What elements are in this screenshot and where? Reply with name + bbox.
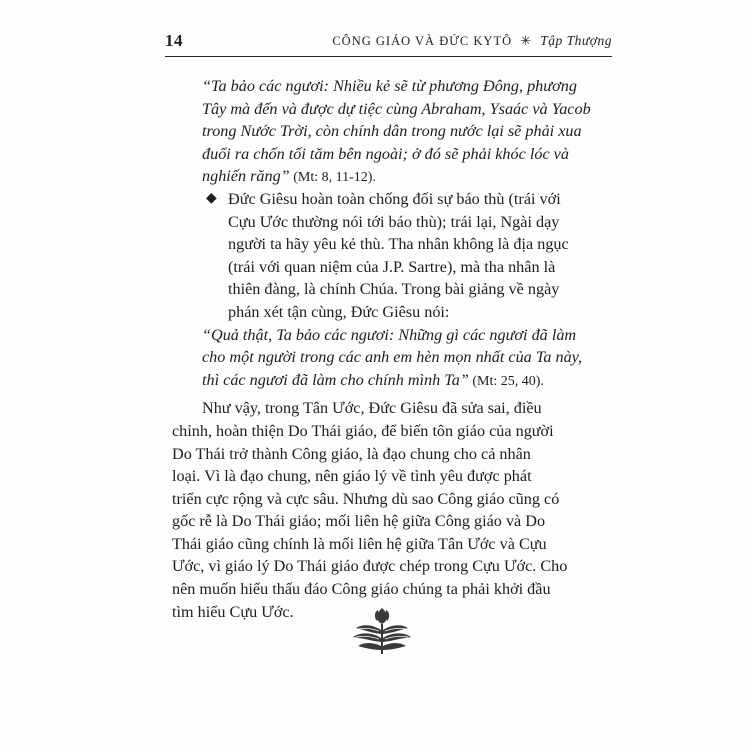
citation: (Mt: 25, 40). [468, 373, 544, 389]
citation: (Mt: 8, 11-12). [289, 170, 376, 186]
paragraph-line: Thái giáo cũng chính là mối liên hệ giữa Tân Ước và Cựu [172, 534, 547, 553]
bullet-text: Đức Giêsu hoàn toàn chống đối sự báo thù (trái với [228, 189, 561, 208]
page-number: 14 [165, 31, 183, 50]
paragraph-line: Ước, vì giáo lý Do Thái giáo được chép trong Cựu Ước. Cho [172, 557, 568, 576]
bullet-text: Cựu Ước thường nói tới báo thù); trái lại, Ngài dạy [228, 212, 560, 231]
paragraph-line: chỉnh, hoàn thiện Do Thái giáo, để biến tôn giáo của người [172, 421, 554, 440]
paragraph-line: loại. Vì là đạo chung, nên giáo lý về tình yêu được phát [172, 467, 532, 486]
bullet-text: thiên đàng, là chính Chúa. Trong bài giảng về ngày [228, 280, 560, 299]
quote-line: “Ta bảo các ngươi: Nhiều kẻ sẽ từ phương Đông, phương [202, 77, 577, 95]
paragraph-line: nên muốn hiểu thấu đáo Công giáo chúng ta phải khởi đầu [172, 580, 551, 599]
paragraph-line: Như vậy, trong Tân Ước, Đức Giêsu đã sửa sai, điều [202, 399, 542, 418]
quote-line: thì các ngươi đã làm cho chính mình Ta” [202, 370, 469, 389]
bullet-text: người ta hãy yêu kẻ thù. Tha nhân không là địa ngục [228, 235, 569, 254]
diamond-bullet-icon: ◆ [206, 190, 217, 206]
bullet-text: phán xét tận cùng, Đức Giêsu nói: [228, 302, 450, 321]
running-head [332, 33, 612, 49]
quote-line: trong Nước Trời, còn chính dân trong nước lại sẽ phải xua [202, 122, 582, 141]
scripture-quote-1 [172, 75, 614, 188]
paragraph-line: gốc rễ là Do Thái giáo; mối liên hệ giữa Công giáo và Do [172, 512, 546, 531]
bullet-item [172, 188, 614, 324]
quote-line-last [202, 369, 614, 392]
quote-line: Tây mà đến và được dự tiệc cùng Abraham, Ysaác và Yacob [202, 99, 591, 118]
paragraph-line: tìm hiểu Cựu Ước. [172, 602, 294, 621]
quote-line: “Quả thật, Ta bảo các ngươi: Những gì các ngươi đã làm [202, 325, 577, 344]
header-rule [165, 56, 612, 57]
quote-line: nghiến răng” [202, 167, 290, 186]
leaf-ornament-icon [350, 600, 414, 656]
bullet-line [202, 188, 614, 211]
quote-line: cho một người trong các anh em hèn mọn nhất của Ta này, [202, 348, 583, 367]
quote-line: đuổi ra chốn tối tăm bên ngoài; ở đó sẽ phải khóc lóc và [202, 144, 569, 163]
page-header [165, 29, 612, 51]
quote-line-last [202, 165, 614, 188]
asterisk-separator-icon: ✳ [520, 33, 533, 48]
scripture-quote-2 [172, 324, 614, 392]
volume-label: Tập Thượng [540, 33, 612, 48]
body-text [172, 75, 614, 623]
bullet-text: (trái với quan niệm của J.P. Sartre), mà tha nhân là [228, 257, 556, 276]
paragraph-line: Do Thái trở thành Công giáo, là đạo chung cho cả nhân [172, 444, 531, 463]
paragraph-line: triển cực rộng và cực sâu. Nhưng dù sao Công giáo cũng có [172, 489, 560, 508]
book-title: CÔNG GIÁO VÀ ĐỨC KYTÔ [332, 34, 513, 48]
body-paragraph [172, 397, 614, 623]
